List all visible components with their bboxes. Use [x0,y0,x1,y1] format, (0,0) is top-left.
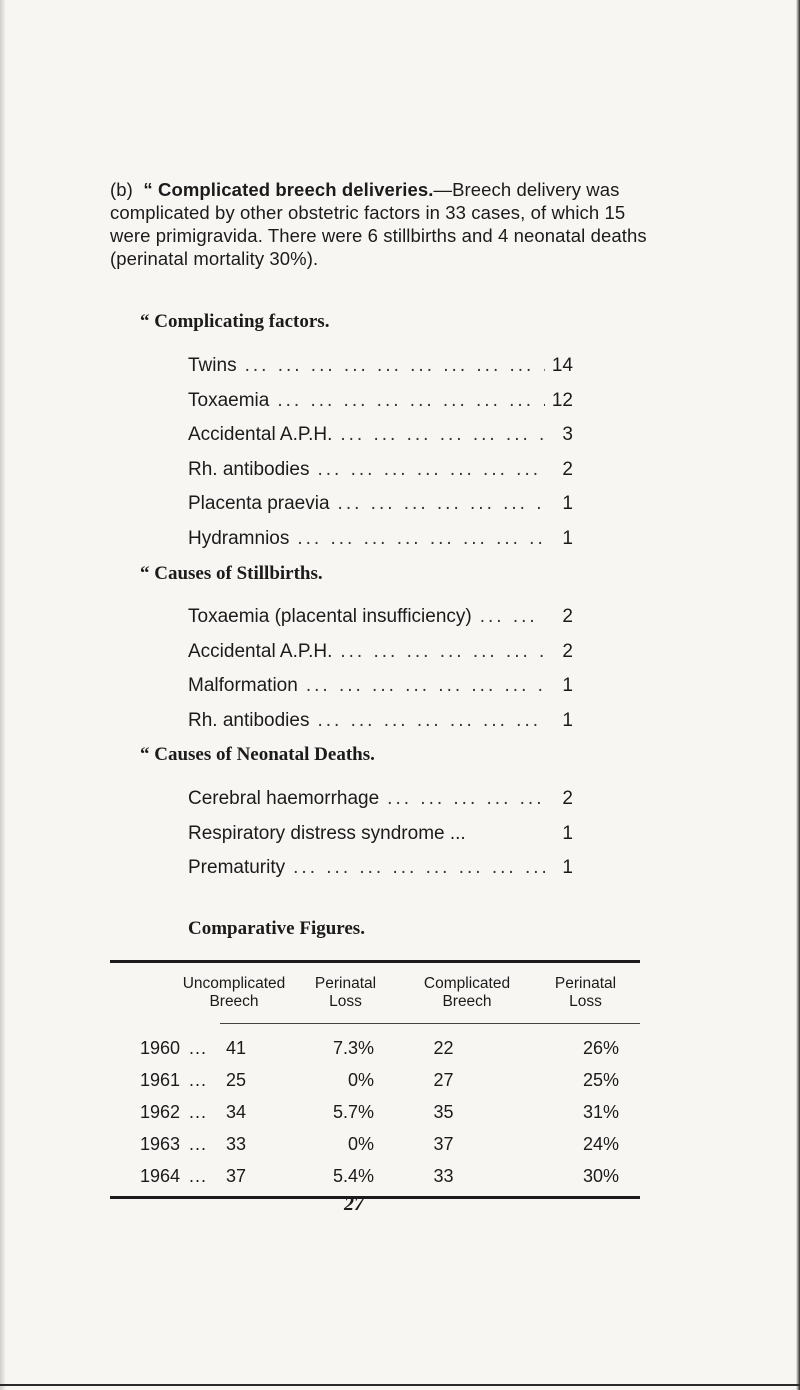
list-item [188,355,573,390]
year-cell: 1960 [139,1037,180,1058]
stillbirths-title: “ Causes of Stillbirths. [140,563,323,584]
list-item [188,857,573,892]
list-item [188,675,573,710]
loss2-cell: 25% [582,1069,619,1090]
loss1-cell: 7.3% [332,1037,374,1058]
uncomplicated-cell: 34 [225,1101,247,1122]
page-bottom-edge [0,1384,800,1386]
table-row [110,1160,640,1192]
leader-dots [285,857,545,879]
item-count: 12 [551,389,573,411]
item-count: 1 [562,527,573,549]
item-count: 1 [562,675,573,696]
item-name: Cerebral haemorrhage [188,788,380,809]
neonatal-deaths-list [188,788,573,892]
list-item [188,390,573,425]
section-label: (b) [110,179,133,200]
item-name: Rh. antibodies [188,458,310,480]
intro-heading: “ Complicated breech deliveries. [143,179,434,200]
item-name: Accidental A.P.H. [188,640,333,662]
item-name: Prematurity [188,857,286,878]
uncomplicated-cell: 25 [225,1069,247,1090]
item-count: 2 [562,606,573,627]
year-cell: 1963 [139,1133,180,1154]
year-cell: 1961 [139,1069,180,1090]
list-item [188,606,573,641]
list-item [188,710,573,745]
leader-dots [330,493,545,515]
item-count: 2 [562,458,573,480]
item-name: Accidental A.P.H. [188,424,333,445]
item-count: 2 [562,788,573,809]
complicating-factors-title: “ Complicating factors. [140,311,330,332]
table-bottom-rule [110,1196,640,1199]
item-name: Rh. antibodies [188,709,310,731]
leader-dots [309,710,545,732]
complicated-cell: 33 [433,1165,454,1186]
item-count: 3 [562,424,573,445]
item-count: 1 [562,709,573,731]
loss1-cell: 0% [347,1069,374,1090]
comparative-figures-title: Comparative Figures. [188,918,365,939]
item-count: 2 [562,640,573,662]
complicated-cell: 22 [433,1037,454,1058]
separator-dots: ... [188,1101,207,1122]
complicated-cell: 37 [433,1133,454,1154]
complicating-factors-list [188,355,573,562]
item-name: Toxaemia (placental insufficiency) [188,606,472,627]
comparative-table [110,960,640,1199]
table-row [110,1032,640,1064]
list-item [188,528,573,563]
leader-dots [309,459,545,481]
page-edge-right [796,0,800,1390]
header-perinatal-loss-1: Perinatal Loss [314,975,377,1010]
page-edge-left [0,0,6,1390]
intro-paragraph [110,178,650,270]
table-row [110,1128,640,1160]
item-name: Twins [188,355,237,376]
loss2-cell: 31% [582,1101,619,1122]
separator-dots: ... [188,1133,207,1154]
table-header [110,963,640,1023]
uncomplicated-cell: 41 [225,1037,247,1058]
neonatal-deaths-title: “ Causes of Neonatal Deaths. [140,744,375,765]
list-item [188,641,573,676]
complicated-cell: 35 [433,1101,454,1122]
table-row [110,1064,640,1096]
complicated-cell: 27 [433,1069,454,1090]
uncomplicated-cell: 33 [225,1133,247,1154]
loss2-cell: 24% [582,1133,619,1154]
header-perinatal-loss-2: Perinatal Loss [554,975,617,1010]
leader-dots [269,390,545,412]
leader-dots [237,355,545,377]
stillbirths-list [188,606,573,744]
leader-dots [298,675,545,697]
intro-text: —Breech delivery was complicated by other obstetric factors in 33 cases, of which 15 were primigravida. There were 6 stillbirths and 4 neonatal deaths (perinatal mortality 30%). [110,179,647,269]
loss1-cell: 5.7% [332,1101,374,1122]
item-count: 1 [562,857,573,878]
separator-dots: ... [188,1069,207,1090]
separator-dots: ... [188,1165,207,1186]
leader-dots [332,641,545,663]
item-count: 1 [562,822,573,844]
item-count: 14 [551,355,573,376]
table-row [110,1096,640,1128]
leader-dots [379,788,545,810]
item-count: 1 [562,493,573,514]
year-cell: 1964 [139,1165,180,1186]
list-item [188,493,573,528]
table-body [110,1024,640,1196]
list-item [188,788,573,823]
loss2-cell: 30% [582,1165,619,1186]
loss2-cell: 26% [582,1037,619,1058]
item-name: Respiratory distress syndrome ... [188,822,466,844]
page-number: 27 [344,1193,364,1215]
list-item [188,459,573,494]
header-complicated-breech: Complicated Breech [423,975,511,1010]
item-name: Malformation [188,675,298,696]
item-name: Toxaemia [188,389,270,411]
separator-dots: ... [188,1037,207,1058]
year-cell: 1962 [139,1101,180,1122]
loss1-cell: 0% [347,1133,374,1154]
leader-dots [332,424,545,446]
loss1-cell: 5.4% [332,1165,374,1186]
item-name: Placenta praevia [188,493,330,514]
leader-dots [472,606,545,628]
list-item [188,823,573,858]
list-item [188,424,573,459]
item-name: Hydramnios [188,527,290,549]
leader-dots [289,528,545,550]
header-uncomplicated-breech: Uncomplicated Breech [182,975,286,1010]
uncomplicated-cell: 37 [225,1165,247,1186]
